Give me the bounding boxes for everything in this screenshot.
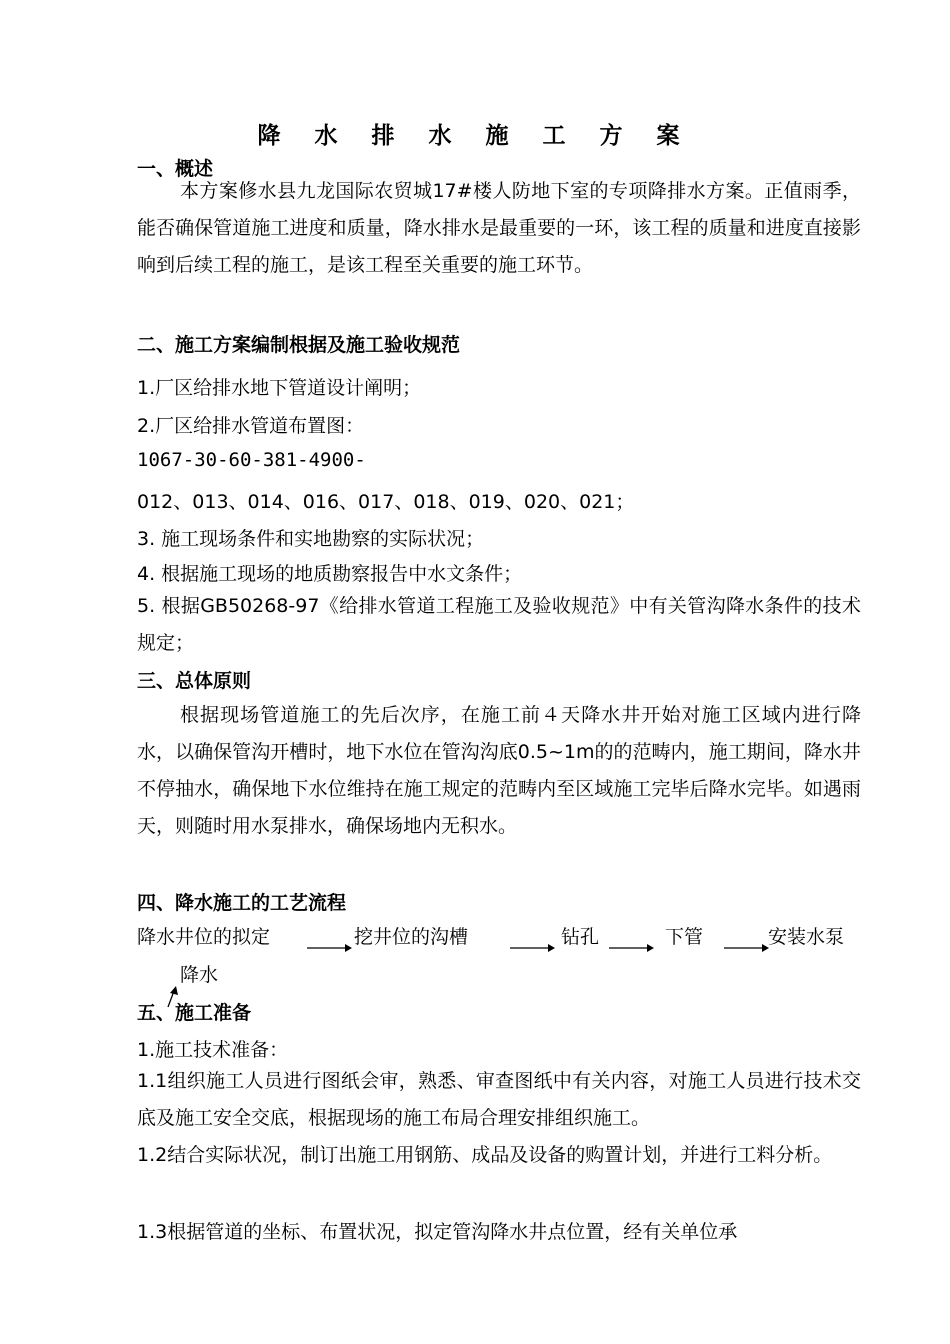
flow-arrow-icon [723,942,771,954]
basis-item-1: 1.厂区给排水地下管道设计阐明； [137,377,422,399]
prep-item-1: 1.施工技术准备： [137,1039,289,1061]
drawing-sheet-list: 012、013、014、016、017、018、019、020、021； [137,491,635,513]
basis-item-3: 3. 施工现场条件和实地勘察的实际状况； [137,528,485,550]
prep-item-1-1: 1.1组织施工人员进行图纸会审，熟悉、审查图纸中有关内容，对施工人员进行技术交底及施工安全交底，根据现场的施工布局合理安排组织施工。 [137,1070,861,1129]
flow-arrow-icon [306,942,354,954]
basis-item-4: 4. 根据施工现场的地质勘察报告中水文条件； [137,563,523,585]
prep-item-1-2: 1.2结合实际状况，制订出施工用钢筋、成品及设备的购置计划，并进行工料分析。 [137,1144,833,1166]
basis-item-5: 5. 根据GB50268-97《给排水管道工程施工及验收规范》中有关管沟降水条件的技术规定； [137,595,861,654]
flow-step-lower-pipe: 下管 [665,926,704,948]
overview-paragraph: 本方案修水县九龙国际农贸城17#楼人防地下室的专项降排水方案。正值雨季，能否确保管道施工进度和质量，降水排水是最重要的一环，该工程的质量和进度直接影响到后续工程的施工，是该工程至关重要的施工环节。 [137,180,861,276]
basis-item-2: 2.厂区给排水管道布置图： [137,415,365,437]
principle-paragraph: 根据现场管道施工的先后次序，在施工前４天降水井开始对施工区域内进行降水，以确保管沟开槽时，地下水位在管沟沟底0.5~1m的的范畴内，施工期间，降水井不停抽水，确保地下水位维持在施工规定的范畴内至区域施工完毕后降水完毕。如遇雨天，则随时用水泵排水，确保场地内无积水。 [137,704,861,837]
section-heading-process: 四、降水施工的工艺流程 [137,892,347,914]
flow-arrow-icon [509,942,557,954]
flow-step-dig-trench: 挖井位的沟槽 [354,926,469,948]
prep-item-1-3: 1.3根据管道的坐标、布置状况，拟定管沟降水井点位置，经有关单位承 [137,1221,738,1243]
section-heading-overview: 一、概述 [137,158,214,180]
flow-step-drill: 钻孔 [561,926,600,948]
flow-arrow-icon [608,942,656,954]
flow-step-dewater: 降水 [180,964,219,986]
document-title: 降 水 排 水 施 工 方 案 [257,123,693,149]
flow-step-determine-well: 降水井位的拟定 [137,926,271,948]
section-heading-principle: 三、总体原则 [137,670,252,692]
flow-step-install-pump: 安装水泵 [768,926,845,948]
section-heading-basis: 二、施工方案编制根据及施工验收规范 [137,334,461,356]
section-heading-preparation: 五、施工准备 [137,1002,252,1024]
drawing-number-line: 1067-30-60-381-4900- [137,449,366,471]
